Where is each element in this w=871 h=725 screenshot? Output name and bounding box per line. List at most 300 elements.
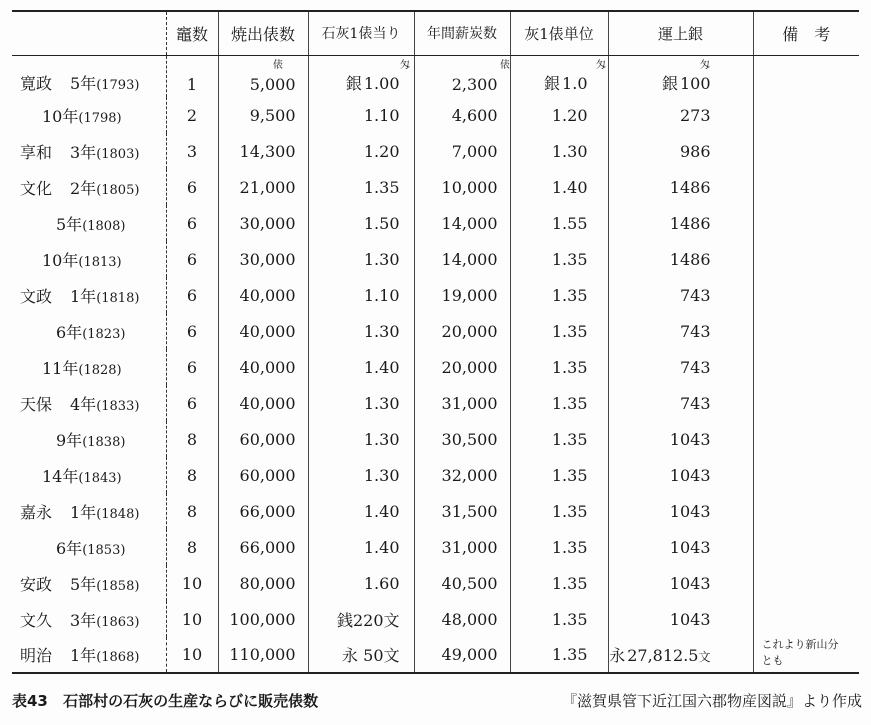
cell-carry-value: 1043: [669, 465, 711, 485]
cell-year-number: 1年: [70, 286, 97, 306]
cell-kilns-value: 3: [186, 141, 198, 161]
cell-ash-unit: [510, 529, 608, 565]
cell-ash-unit: [510, 241, 608, 277]
cell-kilns: [166, 493, 218, 529]
table-row: [12, 493, 859, 529]
cell-year: [12, 133, 166, 169]
cell-lime-value: 1.50: [363, 213, 400, 233]
cell-output: [218, 457, 308, 493]
cell-era: 享和: [20, 142, 53, 162]
cell-lime-value: 1.40: [363, 537, 400, 557]
cell-year: [12, 313, 166, 349]
cell-annual-value: 20,000: [441, 321, 498, 341]
cell-kilns: [166, 169, 218, 205]
header-carry-tax: 運上銀: [608, 11, 753, 55]
cell-unit-value: 1.30: [551, 141, 588, 161]
cell-remarks: [753, 55, 859, 673]
cell-carry-tax: [608, 277, 753, 313]
cell-year-ad: (1843): [78, 470, 122, 486]
cell-lime-per-bale: [308, 385, 414, 421]
cell-year: [12, 601, 166, 637]
table-row: [12, 457, 859, 493]
cell-year: [12, 637, 166, 673]
cell-carry-prefix: 永: [609, 646, 626, 665]
cell-year-ad: (1823): [82, 326, 126, 342]
cell-carry-tax: [608, 385, 753, 421]
cell-annual-value: 31,500: [441, 501, 498, 521]
cell-kilns: [166, 205, 218, 241]
cell-lime-value: 1.20: [363, 141, 400, 161]
cell-lime-value: 1.10: [363, 105, 400, 125]
cell-annual-value: 4,600: [451, 105, 498, 125]
table-row: [12, 133, 859, 169]
unit-mark-lime: 匁: [400, 60, 410, 71]
cell-ash-unit: [510, 601, 608, 637]
cell-unit-value: 1.0: [562, 74, 588, 93]
cell-carry-prefix: 銀: [661, 74, 678, 93]
cell-year-ad: (1798): [78, 110, 122, 126]
cell-year-ad: (1853): [82, 542, 126, 558]
table-row: [12, 637, 859, 673]
table-row: [12, 97, 859, 133]
table-row: [12, 421, 859, 457]
cell-kilns: [166, 349, 218, 385]
cell-output: [218, 241, 308, 277]
cell-year-ad: (1805): [96, 182, 140, 198]
cell-lime-value: 1.30: [363, 465, 400, 485]
cell-kilns: [166, 133, 218, 169]
cell-output-value: 100,000: [229, 609, 296, 629]
cell-carry-tax: [608, 565, 753, 601]
cell-annual-fuel: [414, 565, 510, 601]
cell-kilns-value: 6: [186, 177, 198, 197]
cell-carry-value: 743: [679, 357, 711, 377]
header-output: 焼出俵数: [218, 11, 308, 55]
cell-ash-unit: [510, 385, 608, 421]
cell-output-value: 60,000: [239, 429, 296, 449]
cell-year-value: [70, 500, 139, 523]
cell-year-number: 3年: [70, 142, 97, 162]
cell-unit-value: 1.35: [551, 501, 588, 521]
table-row: [12, 169, 859, 205]
cell-output: [218, 133, 308, 169]
cell-lime-per-bale: [308, 457, 414, 493]
cell-year-number: 1年: [70, 502, 97, 522]
header-kilns: 竈数: [166, 11, 218, 55]
cell-annual-value: 14,000: [441, 213, 498, 233]
cell-year-ad: (1808): [82, 218, 126, 234]
cell-year-ad: (1803): [96, 146, 140, 162]
cell-era: 文政: [20, 286, 53, 306]
cell-year-ad: (1793): [96, 78, 140, 93]
cell-carry-tax: [608, 637, 753, 673]
cell-output-value: 40,000: [239, 321, 296, 341]
cell-year-value: [70, 643, 139, 666]
cell-output: [218, 493, 308, 529]
cell-kilns: [166, 55, 218, 97]
cell-carry-tax: [608, 97, 753, 133]
cell-year: [12, 241, 166, 277]
cell-carry-tax: [608, 493, 753, 529]
table-row: [12, 349, 859, 385]
cell-year-ad: (1858): [96, 578, 140, 594]
cell-lime-per-bale: [308, 277, 414, 313]
cell-annual-value: 19,000: [441, 285, 498, 305]
cell-year-ad: (1863): [96, 614, 140, 630]
cell-year-number: 5年: [70, 574, 97, 594]
cell-annual-value: 20,000: [441, 357, 498, 377]
header-remarks: 備 考: [753, 11, 859, 55]
cell-lime-value: 1.30: [363, 429, 400, 449]
cell-ash-unit: [510, 565, 608, 601]
cell-unit-value: 1.35: [551, 609, 588, 629]
cell-year-value: [56, 428, 125, 451]
cell-output: [218, 565, 308, 601]
cell-ash-unit: [510, 97, 608, 133]
cell-kilns: [166, 241, 218, 277]
cell-year-number: 6年: [56, 322, 83, 342]
cell-year: [12, 493, 166, 529]
cell-year-ad: (1848): [96, 506, 140, 522]
cell-era: 天保: [20, 394, 53, 414]
cell-output-value: 66,000: [239, 501, 296, 521]
cell-kilns-value: 6: [186, 249, 198, 269]
cell-carry-tax: [608, 169, 753, 205]
cell-lime-per-bale: [308, 493, 414, 529]
cell-output: [218, 637, 308, 673]
table-row: [12, 601, 859, 637]
cell-annual-value: 40,500: [441, 573, 498, 593]
table-row: [12, 241, 859, 277]
cell-output-value: 40,000: [239, 357, 296, 377]
cell-carry-value: 1043: [669, 537, 711, 557]
table-row: [12, 55, 859, 97]
cell-ash-unit: [510, 277, 608, 313]
cell-lime-value: 1.35: [363, 177, 400, 197]
cell-lime-prefix: 銀: [345, 74, 362, 93]
cell-carry-value: 986: [679, 141, 711, 161]
cell-year-ad: (1818): [96, 290, 140, 306]
cell-unit-value: 1.40: [551, 177, 588, 197]
cell-kilns-value: 8: [186, 429, 198, 449]
cell-year-ad: (1868): [96, 650, 140, 665]
cell-output-value: 14,300: [239, 141, 296, 161]
caption-number: 表43: [12, 692, 48, 710]
cell-output: [218, 169, 308, 205]
header-annual-fuel: 年間薪炭数: [414, 11, 510, 55]
cell-lime-value: 1.00: [363, 74, 400, 93]
cell-year-number: 4年: [70, 394, 97, 414]
cell-output-value: 40,000: [239, 393, 296, 413]
cell-unit-value: 1.35: [551, 429, 588, 449]
cell-carry-suffix: 文: [698, 650, 711, 664]
cell-annual-fuel: [414, 637, 510, 673]
header-year: [12, 11, 166, 55]
cell-ash-unit: [510, 349, 608, 385]
cell-kilns-value: 6: [186, 321, 198, 341]
cell-ash-unit: [510, 205, 608, 241]
cell-output-value: 9,500: [249, 105, 296, 125]
cell-year-ad: (1828): [78, 362, 122, 378]
cell-unit-value: 1.35: [551, 249, 588, 269]
cell-carry-tax: [608, 55, 753, 97]
cell-annual-fuel: [414, 169, 510, 205]
cell-kilns-value: 6: [186, 285, 198, 305]
cell-carry-tax: [608, 313, 753, 349]
cell-era: 安政: [20, 574, 53, 594]
cell-year: [12, 55, 166, 97]
cell-year-number: 9年: [56, 430, 83, 450]
cell-unit-value: 1.35: [551, 465, 588, 485]
cell-carry-value: 1486: [669, 249, 711, 269]
cell-kilns-value: 6: [186, 357, 198, 377]
unit-mark-annual: 俵: [500, 60, 510, 71]
cell-output-value: 40,000: [239, 285, 296, 305]
table-row: [12, 565, 859, 601]
cell-kilns: [166, 421, 218, 457]
cell-ash-unit: [510, 637, 608, 673]
cell-lime-per-bale: [308, 97, 414, 133]
cell-output: [218, 385, 308, 421]
table-row: [12, 277, 859, 313]
cell-carry-value: 1043: [669, 501, 711, 521]
cell-output: [218, 313, 308, 349]
cell-year: [12, 205, 166, 241]
cell-carry-value: 1043: [669, 609, 711, 629]
cell-era: 嘉永: [20, 502, 53, 522]
cell-lime-value: 1.30: [363, 321, 400, 341]
cell-kilns-value: 6: [186, 393, 198, 413]
cell-lime-value: 1.10: [363, 285, 400, 305]
cell-year: [12, 277, 166, 313]
cell-lime-per-bale: [308, 565, 414, 601]
cell-output-value: 60,000: [239, 465, 296, 485]
cell-year-number: 10年: [42, 250, 79, 270]
header-ash-unit: 灰1俵単位: [510, 11, 608, 55]
caption-title: 石部村の石灰の生産ならびに販売俵数: [63, 692, 319, 710]
cell-year-value: [56, 536, 125, 559]
table-body: [12, 55, 859, 673]
cell-lime-per-bale: [308, 55, 414, 97]
cell-year-ad: (1813): [78, 254, 122, 270]
cell-kilns-value: 2: [186, 105, 198, 125]
cell-carry-value: 1043: [669, 573, 711, 593]
cell-annual-value: 32,000: [441, 465, 498, 485]
lime-production-table: [12, 10, 859, 674]
cell-ash-unit: [510, 313, 608, 349]
cell-kilns-value: 10: [181, 573, 203, 593]
cell-annual-value: 7,000: [451, 141, 498, 161]
remarks-note: これより新山分とも: [761, 638, 839, 667]
caption-source: 『滋賀県管下近江国六郡物産図説』より作成: [561, 692, 862, 710]
table-row: [12, 313, 859, 349]
cell-lime-per-bale: [308, 637, 414, 673]
cell-kilns-value: 8: [186, 537, 198, 557]
cell-annual-value: 31,000: [441, 393, 498, 413]
cell-kilns-value: 6: [186, 213, 198, 233]
cell-annual-value: 49,000: [441, 645, 498, 664]
cell-year-value: [70, 140, 139, 163]
cell-carry-value: 100: [679, 74, 711, 93]
table-row: [12, 385, 859, 421]
cell-kilns: [166, 529, 218, 565]
cell-annual-fuel: [414, 349, 510, 385]
cell-kilns: [166, 565, 218, 601]
cell-output-value: 110,000: [229, 645, 296, 664]
cell-lime-value: 永 50文: [342, 646, 400, 665]
cell-kilns: [166, 637, 218, 673]
cell-year-value: [42, 248, 122, 271]
cell-year-value: [56, 212, 125, 235]
cell-carry-tax: [608, 205, 753, 241]
cell-year-number: 6年: [56, 538, 83, 558]
cell-annual-fuel: [414, 205, 510, 241]
cell-unit-value: 1.35: [551, 645, 588, 664]
cell-era: 文化: [20, 178, 53, 198]
cell-era: 文久: [20, 610, 53, 630]
cell-unit-value: 1.35: [551, 537, 588, 557]
cell-kilns: [166, 385, 218, 421]
cell-lime-value: 1.40: [363, 357, 400, 377]
cell-unit-value: 1.35: [551, 357, 588, 377]
unit-mark-carry: 匁: [700, 60, 710, 71]
cell-kilns-value: 8: [186, 501, 198, 521]
cell-output-value: 66,000: [239, 537, 296, 557]
cell-year-value: [70, 71, 139, 94]
cell-lime-value: 1.30: [363, 249, 400, 269]
cell-carry-value: 27,812.5: [627, 646, 699, 665]
cell-output-value: 5,000: [249, 75, 296, 94]
cell-ash-unit: [510, 169, 608, 205]
cell-output: [218, 277, 308, 313]
cell-carry-tax: [608, 133, 753, 169]
cell-year-value: [42, 356, 122, 379]
cell-carry-value: 743: [679, 321, 711, 341]
cell-year-number: 3年: [70, 610, 97, 630]
cell-output: [218, 601, 308, 637]
cell-unit-value: 1.55: [551, 213, 588, 233]
cell-unit-value: 1.35: [551, 393, 588, 413]
cell-lime-value: 1.30: [363, 393, 400, 413]
cell-lime-per-bale: [308, 133, 414, 169]
cell-annual-value: 48,000: [441, 609, 498, 629]
cell-ash-unit: [510, 55, 608, 97]
cell-carry-value: 1486: [669, 177, 711, 197]
table-row: [12, 529, 859, 565]
cell-annual-fuel: [414, 241, 510, 277]
cell-lime-value: 1.60: [363, 573, 400, 593]
cell-annual-fuel: [414, 529, 510, 565]
cell-output-value: 30,000: [239, 249, 296, 269]
cell-unit-value: 1.35: [551, 321, 588, 341]
cell-lime-value: 1.40: [363, 501, 400, 521]
cell-carry-value: 273: [679, 105, 711, 125]
cell-carry-tax: [608, 241, 753, 277]
cell-year-value: [42, 104, 122, 127]
cell-kilns: [166, 457, 218, 493]
cell-lime-per-bale: [308, 349, 414, 385]
cell-lime-per-bale: [308, 601, 414, 637]
cell-kilns: [166, 97, 218, 133]
cell-carry-value: 1486: [669, 213, 711, 233]
cell-carry-value: 1043: [669, 429, 711, 449]
cell-year: [12, 169, 166, 205]
cell-kilns: [166, 277, 218, 313]
cell-annual-value: 2,300: [451, 75, 498, 94]
cell-lime-per-bale: [308, 205, 414, 241]
cell-carry-tax: [608, 529, 753, 565]
table-row: [12, 205, 859, 241]
cell-annual-value: 14,000: [441, 249, 498, 269]
cell-carry-tax: [608, 421, 753, 457]
cell-kilns-value: 10: [181, 609, 203, 629]
cell-annual-fuel: [414, 133, 510, 169]
cell-year: [12, 421, 166, 457]
cell-output: [218, 205, 308, 241]
cell-lime-value: 銭220文: [336, 610, 400, 630]
cell-output-value: 21,000: [239, 177, 296, 197]
cell-kilns: [166, 313, 218, 349]
cell-year-number: 10年: [42, 106, 79, 126]
cell-year-value: [70, 572, 139, 595]
cell-era: 寛政: [20, 74, 53, 93]
header-row: [12, 11, 859, 55]
cell-carry-tax: [608, 349, 753, 385]
cell-annual-fuel: [414, 97, 510, 133]
cell-annual-value: 31,000: [441, 537, 498, 557]
cell-year-value: [70, 176, 139, 199]
cell-annual-fuel: [414, 277, 510, 313]
cell-year: [12, 565, 166, 601]
cell-annual-value: 30,500: [441, 429, 498, 449]
cell-kilns-value: 8: [186, 465, 198, 485]
cell-year: [12, 385, 166, 421]
cell-annual-fuel: [414, 421, 510, 457]
cell-unit-prefix: 銀: [544, 74, 561, 93]
cell-output: [218, 55, 308, 97]
cell-carry-value: 743: [679, 285, 711, 305]
cell-lime-per-bale: [308, 169, 414, 205]
cell-kilns-value: 1: [186, 75, 198, 94]
cell-unit-value: 1.35: [551, 285, 588, 305]
header-lime-per-bale: 石灰1俵当り: [308, 11, 414, 55]
cell-year-number: 14年: [42, 466, 79, 486]
cell-year-number: 5年: [56, 214, 83, 234]
cell-year: [12, 349, 166, 385]
cell-year-value: [70, 608, 139, 631]
cell-output-value: 80,000: [239, 573, 296, 593]
cell-year-number: 5年: [70, 74, 97, 93]
cell-output-value: 30,000: [239, 213, 296, 233]
cell-carry-tax: [608, 601, 753, 637]
cell-carry-value: 743: [679, 393, 711, 413]
unit-mark-output: 俵: [273, 60, 283, 71]
cell-output: [218, 349, 308, 385]
cell-annual-fuel: [414, 457, 510, 493]
cell-year-ad: (1838): [82, 434, 126, 450]
cell-annual-fuel: [414, 55, 510, 97]
cell-year: [12, 457, 166, 493]
cell-lime-per-bale: [308, 421, 414, 457]
cell-lime-per-bale: [308, 241, 414, 277]
unit-mark-ash: 匁: [596, 60, 606, 71]
cell-unit-value: 1.20: [551, 105, 588, 125]
cell-era: 明治: [20, 646, 53, 665]
cell-ash-unit: [510, 421, 608, 457]
cell-output: [218, 421, 308, 457]
cell-year-value: [70, 392, 139, 415]
cell-ash-unit: [510, 493, 608, 529]
